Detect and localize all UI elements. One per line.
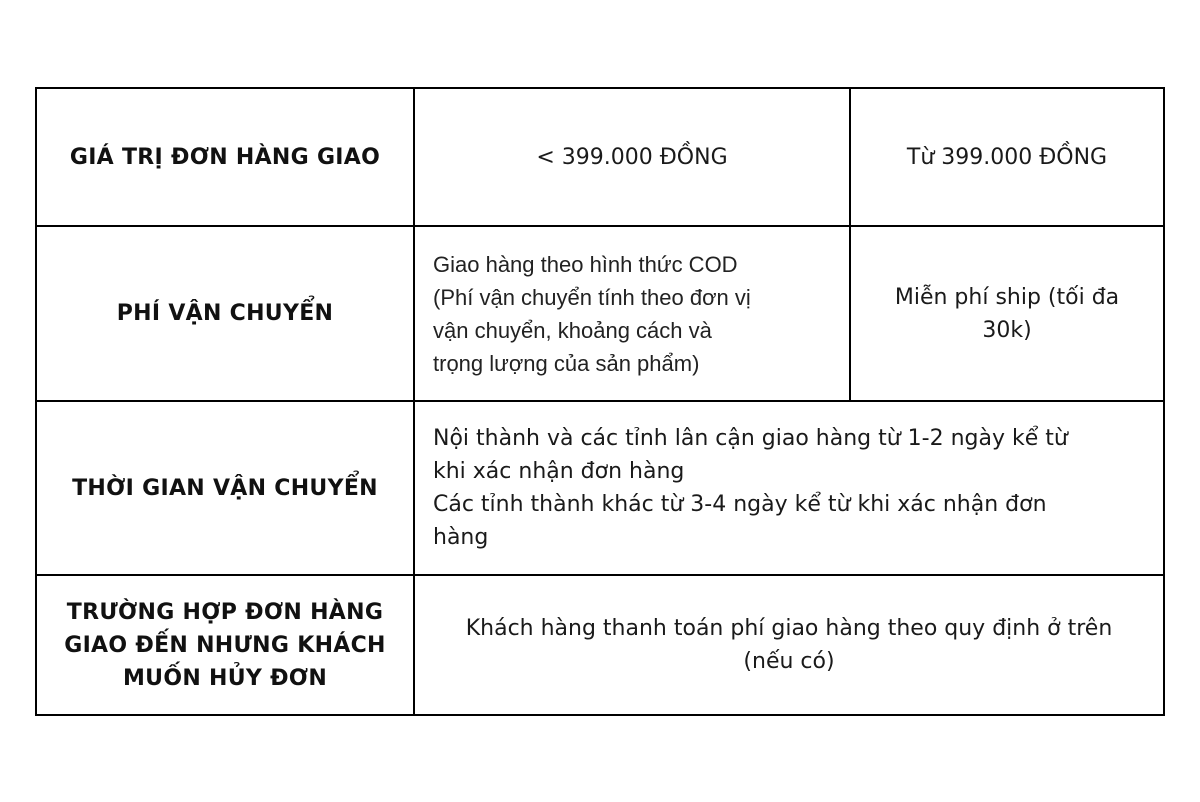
shipping-fee-label: PHÍ VẬN CHUYỂN	[36, 226, 414, 401]
table-row-shipping-time	[36, 401, 1164, 575]
cancel-line: Khách hàng thanh toán phí giao hàng theo quy định ở trên	[465, 616, 1113, 641]
order-value-over-cell: Từ 399.000 ĐỒNG	[850, 88, 1164, 226]
cancel-label-line: TRƯỜNG HỢP ĐƠN HÀNG	[66, 599, 384, 625]
shipping-fee-under-line: vận chuyển, khoảng cách và	[433, 317, 712, 343]
cancel-line: (nếu có)	[743, 649, 835, 674]
order-value-under-cell: < 399.000 ĐỒNG	[414, 88, 850, 226]
table-row-order-value	[36, 88, 1164, 226]
shipping-fee-under-line: (Phí vận chuyển tính theo đơn vị	[433, 284, 751, 310]
table-row-cancel	[36, 575, 1164, 715]
shipping-fee-under-line: Giao hàng theo hình thức COD	[433, 251, 738, 277]
shipping-fee-under-cell	[414, 226, 850, 401]
shipping-fee-over-cell: Miễn phí ship (tối đa 30k)	[850, 226, 1164, 401]
cancel-label-line: MUỐN HỦY ĐƠN	[122, 665, 328, 691]
shipping-fee-under-line: trọng lượng của sản phẩm)	[433, 350, 700, 376]
shipping-time-label: THỜI GIAN VẬN CHUYỂN	[36, 401, 414, 575]
cancel-label-line: GIAO ĐẾN NHƯNG KHÁCH	[64, 632, 386, 658]
cancel-label	[36, 575, 414, 715]
order-value-label: GIÁ TRỊ ĐƠN HÀNG GIAO	[36, 88, 414, 226]
shipping-time-cell	[414, 401, 1164, 575]
shipping-time-line: hàng	[433, 525, 489, 550]
cancel-cell	[414, 575, 1164, 715]
shipping-time-line: Các tỉnh thành khác từ 3-4 ngày kể từ khi xác nhận đơn	[433, 492, 1047, 517]
table-row-shipping-fee	[36, 226, 1164, 401]
shipping-time-line: khi xác nhận đơn hàng	[433, 459, 685, 484]
shipping-time-line: Nội thành và các tỉnh lân cận giao hàng từ 1-2 ngày kể từ	[433, 426, 1068, 451]
shipping-policy-table	[35, 87, 1165, 716]
